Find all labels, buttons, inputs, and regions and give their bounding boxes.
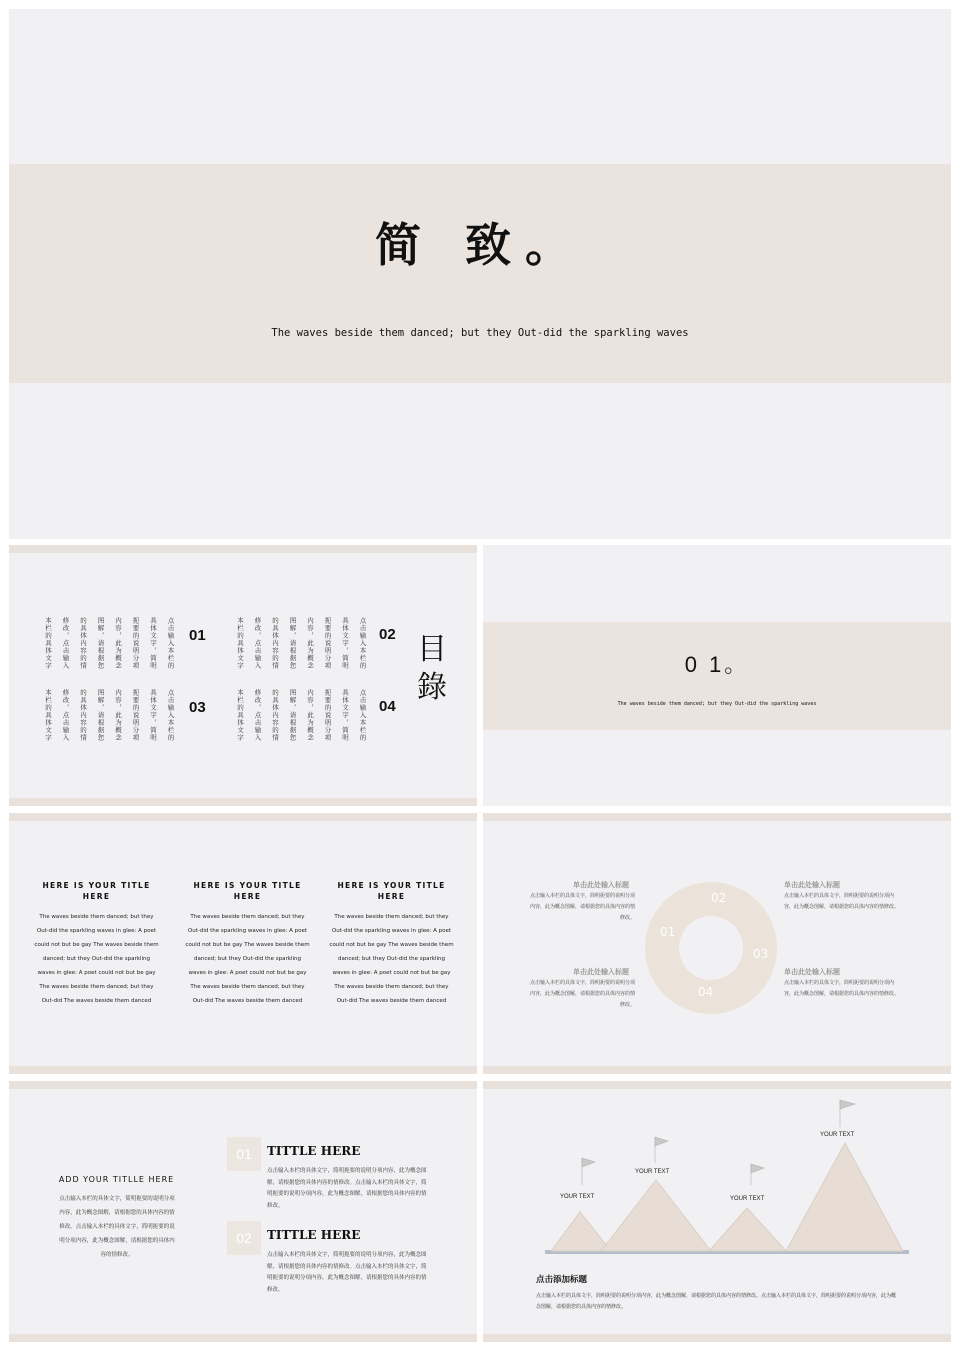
toc-text-column: 本栏的具体文字 <box>236 617 244 670</box>
item-badge-01: 01 <box>227 1137 261 1171</box>
mountain-4 <box>786 1143 903 1251</box>
three-column-slide <box>9 813 477 1074</box>
top-bar <box>9 813 477 821</box>
item-badge-02: 02 <box>227 1221 261 1255</box>
toc-text-column: 扼要的说明分项 <box>323 689 332 742</box>
bottom-bar <box>9 1334 477 1342</box>
bottom-bar <box>483 1066 951 1074</box>
cycle-slide <box>483 813 951 1074</box>
top-bar <box>9 1081 477 1089</box>
column-title: HERE IS YOUR TITLE HERE <box>42 881 151 901</box>
block-2-text: 点击输入本栏的具体文字，简明扼要的说明分项内容，此为概念图解，请根据您的具体内容的情修改。 <box>784 893 900 910</box>
petal-label-04: 04 <box>698 985 714 999</box>
petal-label-01: 01 <box>660 925 676 939</box>
toc-text-column: 点击输入本栏的 <box>166 689 175 742</box>
cover-slide <box>9 9 951 539</box>
petal-03 <box>711 934 786 1012</box>
toc-text-column: 内容，此为概念 <box>114 689 122 742</box>
block-3-title: 单击此处输入标题 <box>573 968 629 976</box>
toc-heading <box>417 631 447 707</box>
section-number: 0 1。 <box>684 652 750 677</box>
petal-02 <box>697 873 775 948</box>
block-1-text: 点击输入本栏的具体文字，简明扼要的说明分项内容，此为概念图解，请根据您的具体内容的情修改。 <box>529 893 635 921</box>
block-4-text: 点击输入本栏的具体文字，简明扼要的说明分项内容，此为概念图解，请根据您的具体内容的情修改。 <box>784 980 900 997</box>
petal-label-03: 03 <box>753 947 769 961</box>
toc-text-column: 内容，此为概念 <box>306 617 314 670</box>
toc-text-column: 内容，此为概念 <box>306 689 314 742</box>
mountain-label-2: YOUR TEXT <box>635 1169 670 1175</box>
toc-text-column: 的具体内容的情 <box>271 617 279 670</box>
column-title: HERE IS YOUR TITLE HERE <box>193 881 302 901</box>
toc-text-column: 扼要的说明分项 <box>131 689 140 742</box>
cover-title: 简 致。 <box>374 218 585 272</box>
mountain-3 <box>709 1208 786 1251</box>
toc-text-column: 点击输入本栏的 <box>166 617 175 670</box>
toc-text-column: 图解，请根据您 <box>96 689 105 742</box>
top-bar <box>483 813 951 821</box>
toc-text-column: 点击输入本栏的 <box>358 689 367 742</box>
left-title: ADD YOUR TITLLE HERE <box>58 1175 175 1184</box>
toc-number: 01 <box>189 627 206 644</box>
toc-number: 02 <box>379 626 396 643</box>
mountain-label-1: YOUR TEXT <box>560 1194 595 1200</box>
toc-text-column: 修改，点击输入 <box>61 689 70 742</box>
toc-text-column: 具体文字，简明 <box>149 689 157 742</box>
column-1 <box>34 880 159 1008</box>
toc-text-column: 的具体内容的情 <box>79 617 87 670</box>
toc-text-column: 内容，此为概念 <box>114 617 122 670</box>
toc-text-column: 扼要的说明分项 <box>323 617 332 670</box>
toc-text-column: 图解，请根据您 <box>96 617 105 670</box>
toc-text-column: 的具体内容的情 <box>79 689 87 742</box>
flag-icon <box>655 1137 668 1163</box>
item-title-02: TITTLE HERE <box>267 1228 361 1242</box>
flag-icon <box>751 1164 764 1185</box>
section-slide <box>483 545 951 806</box>
toc-text-column: 图解，请根据您 <box>288 689 297 742</box>
column-text: The waves beside them danced; but they Out-did the sparkling waves in glee: A poet could not but be gay The waves beside them danced; but they Out-did the sparkling waves in glee: A poet could not but be gay The waves beside them danced; but they Out-did The waves beside them danced <box>329 914 454 1004</box>
mountain-label-4: YOUR TEXT <box>820 1132 855 1138</box>
petal-01 <box>636 883 711 961</box>
column-3 <box>329 880 454 1008</box>
mountains-slide <box>483 1081 951 1342</box>
left-text: 点击输入本栏的具体文字，简明扼要的说明分项内容，此为概念图解，请根据您的具体内容的情修改。点击输入本栏的具体文字，简明扼要的说明分项内容，此为概念图解，请根据您的具体内容的情修改。 <box>59 1196 175 1258</box>
flag-icon <box>840 1100 855 1127</box>
column-title: HERE IS YOUR TITLE HERE <box>337 881 446 901</box>
mountains-text: 点击输入本栏的具体文字，简明扼要的说明分项内容，此为概念图解，请根据您的具体内容的情修改。点击输入本栏的具体文字，简明扼要的说明分项内容，此为概念图解，请根据您的具体内容的情修改。 <box>536 1293 897 1310</box>
toc-text-column: 具体文字，简明 <box>149 617 157 670</box>
toc-heading-line2: 錄 <box>417 670 447 705</box>
item-title-01: TITTLE HERE <box>267 1144 361 1158</box>
block-3-text: 点击输入本栏的具体文字，简明扼要的说明分项内容，此为概念图解，请根据您的具体内容的情修改。 <box>529 980 635 1008</box>
toc-text-column: 图解，请根据您 <box>288 617 297 670</box>
list-slide <box>9 1081 477 1342</box>
toc-text-column: 具体文字，简明 <box>341 689 349 742</box>
flag-icon <box>582 1158 595 1185</box>
mountain-2 <box>601 1180 711 1251</box>
section-subtitle: The waves beside them danced; but they Out-did the sparkling waves <box>617 701 817 707</box>
block-4-title: 单击此处输入标题 <box>784 968 840 976</box>
toc-text-column: 的具体内容的情 <box>271 689 279 742</box>
column-2 <box>185 880 310 1008</box>
item-text-02: 点击输入本栏的具体文字，简明扼要的说明分项内容，此为概念图解，请根据您的具体内容的情修改。点击输入本栏的具体文字，简明扼要的说明分项内容，此为概念图解，请根据您的具体内容的情修改。 <box>267 1252 427 1293</box>
bottom-bar <box>9 1066 477 1074</box>
toc-text-column: 本栏的具体文字 <box>44 617 52 670</box>
toc-text-column: 点击输入本栏的 <box>358 617 367 670</box>
mountain-label-3: YOUR TEXT <box>730 1196 765 1202</box>
column-text: The waves beside them danced; but they Out-did the sparkling waves in glee: A poet could not but be gay The waves beside them danced; but they Out-did the sparkling waves in glee: A poet could not but be gay The waves beside them danced; but they Out-did The waves beside them danced <box>34 914 159 1004</box>
mountain-1 <box>551 1212 611 1251</box>
mountains-title: 点击添加标题 <box>536 1275 588 1285</box>
toc-slide <box>9 545 477 806</box>
toc-number: 03 <box>189 699 206 716</box>
toc-text-column: 本栏的具体文字 <box>44 689 52 742</box>
toc-text-column: 修改，点击输入 <box>253 617 262 670</box>
toc-text-column: 修改，点击输入 <box>61 617 70 670</box>
toc-heading-line1: 目 <box>417 632 447 667</box>
top-bar <box>9 545 477 553</box>
block-2-title: 单击此处输入标题 <box>784 881 840 889</box>
item-text-01: 点击输入本栏的具体文字，简明扼要的说明分项内容，此为概念图解，请根据您的具体内容的情修改。点击输入本栏的具体文字，简明扼要的说明分项内容，此为概念图解，请根据您的具体内容的情修改。 <box>267 1168 427 1209</box>
toc-text-column: 具体文字，简明 <box>341 617 349 670</box>
bottom-bar <box>9 798 477 806</box>
petal-label-02: 02 <box>711 891 727 905</box>
block-1-title: 单击此处输入标题 <box>573 881 629 889</box>
cover-subtitle: The waves beside them danced; but they Out-did the sparkling waves <box>271 327 689 339</box>
toc-number: 04 <box>379 698 396 715</box>
toc-text-column: 扼要的说明分项 <box>131 617 140 670</box>
toc-text-column: 本栏的具体文字 <box>236 689 244 742</box>
toc-text-column: 修改，点击输入 <box>253 689 262 742</box>
column-text: The waves beside them danced; but they Out-did the sparkling waves in glee: A poet could not but be gay The waves beside them danced; but they Out-did the sparkling waves in glee: A poet could not but be gay The waves beside them danced; but they Out-did The waves beside them danced <box>185 914 310 1004</box>
